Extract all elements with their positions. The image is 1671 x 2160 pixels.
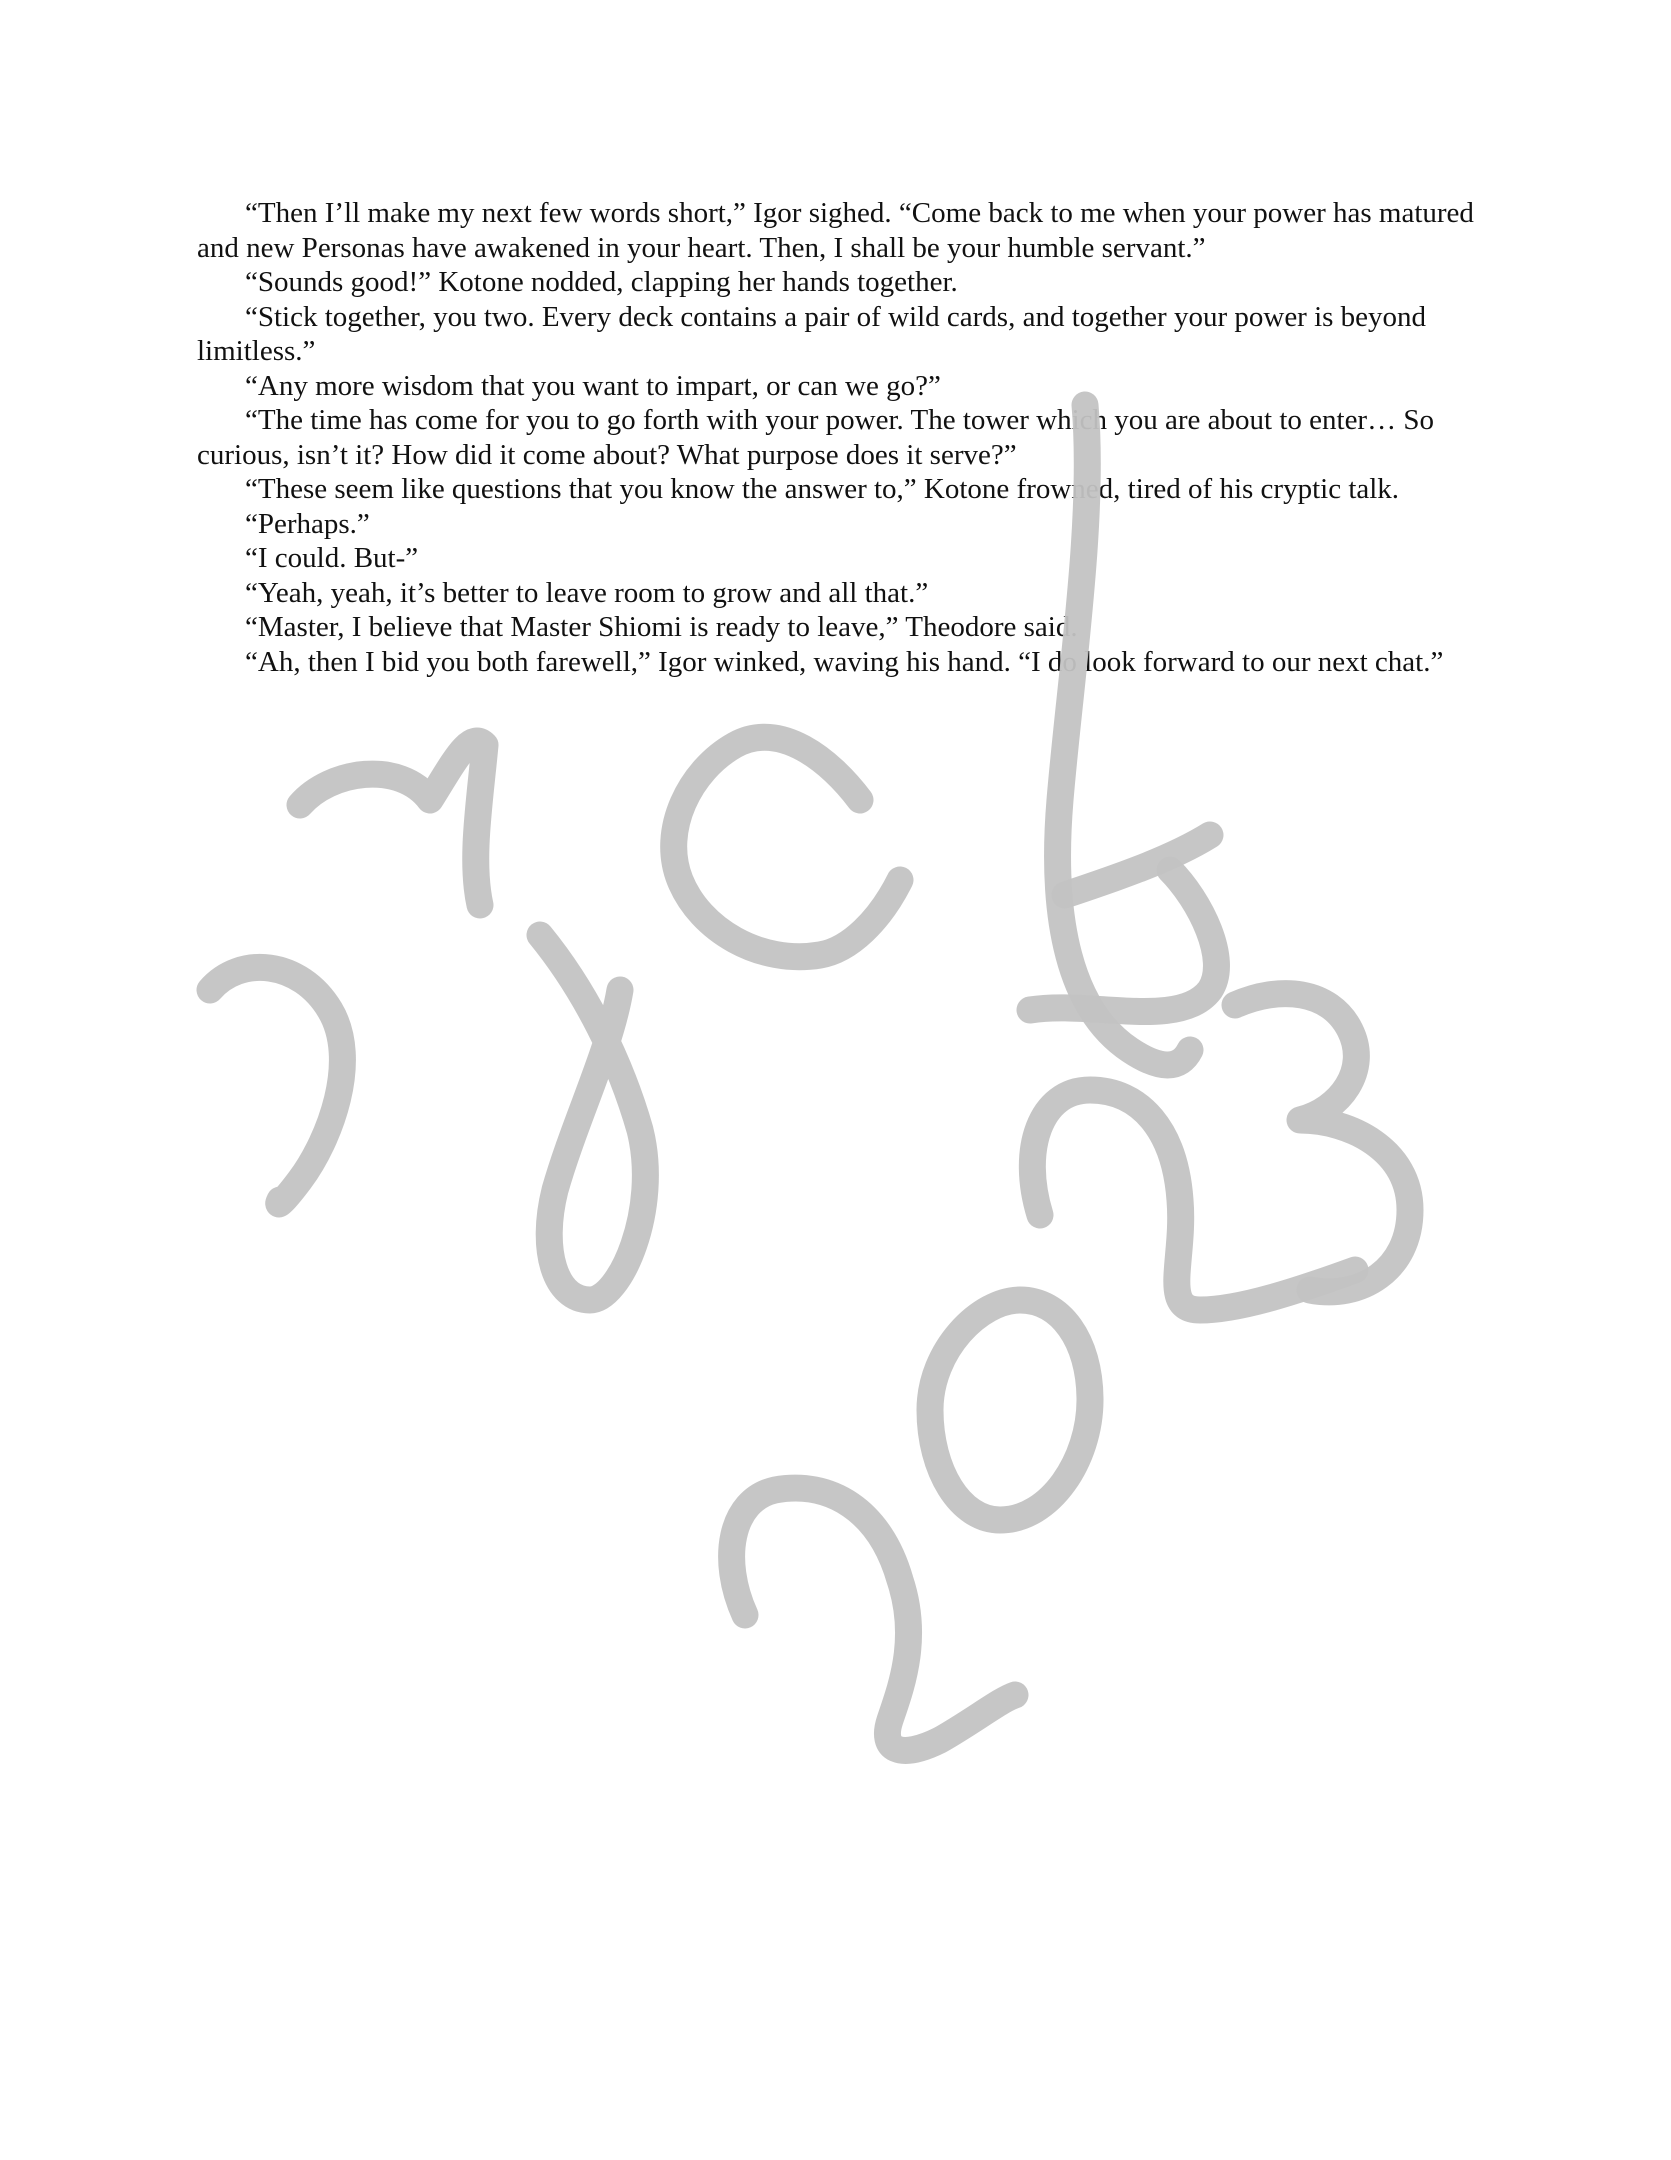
paragraph: “Stick together, you two. Every deck contains a pair of wild cards, and together your power is beyond limitless.”	[197, 300, 1427, 367]
paragraph: “Ah, then I bid you both farewell,” Igor winked, waving his hand. “I do look forward to our next chat.”	[245, 645, 1444, 678]
paragraph: “I could. But-”	[245, 542, 419, 574]
paragraph: “Sounds good!” Kotone nodded, clapping her hands together.	[245, 266, 958, 298]
paragraph: “Yeah, yeah, it’s better to leave room to grow and all that.”	[245, 576, 929, 609]
paragraph: “Any more wisdom that you want to impart, or can we go?”	[245, 369, 941, 402]
paragraph: “Perhaps.”	[245, 507, 370, 540]
paragraph: “Master, I believe that Master Shiomi is ready to leave,” Theodore said.	[245, 611, 1078, 643]
watermark-year-2023	[732, 994, 1410, 1751]
document-text	[197, 196, 1487, 679]
paragraph: “The time has come for you to go forth with your power. The tower which you are about to enter… So curious, isn’t it? How did it come about? What purpose does it serve?”	[197, 404, 1434, 471]
paragraph: “Then I’ll make my next few words short,” Igor sighed. “Come back to me when your power has matured and new Personas have awakened in your heart. Then, I shall be your humble servant.”	[197, 197, 1474, 264]
paragraph: “These seem like questions that you know the answer to,” Kotone frowned, tired of his cryptic talk.	[245, 473, 1400, 505]
